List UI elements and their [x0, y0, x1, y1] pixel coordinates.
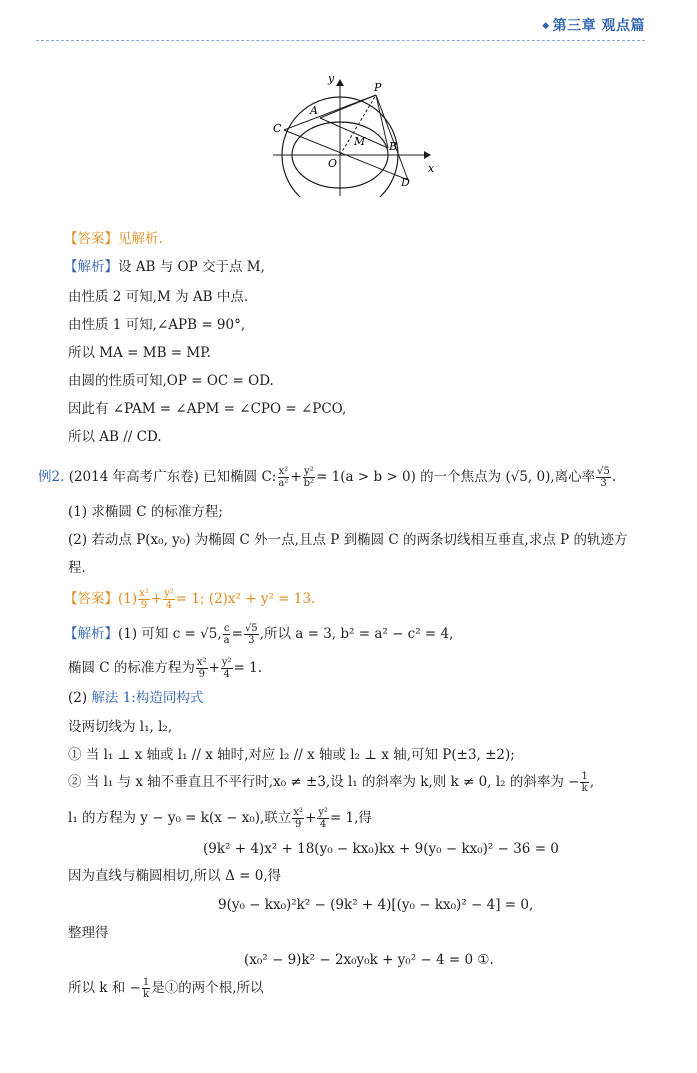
- frac-den: 3: [600, 478, 607, 489]
- a2-b: = 1.: [233, 660, 263, 676]
- ex2-stem-b: = 1(a > b > 0) 的一个焦点为 (√5, 0),离心率: [316, 469, 596, 485]
- ex1-analysis-line-3: 由性质 1 可知,∠APB = 90°,: [68, 317, 246, 333]
- frac-den: 3: [248, 635, 255, 646]
- ex1-answer: [64, 229, 163, 249]
- frac-num: √5: [244, 623, 258, 634]
- ex2-q1: (1) 求椭圆 C 的标准方程;: [68, 504, 223, 520]
- label-M: M: [354, 135, 366, 148]
- ex2-step-6: 整理得: [68, 925, 109, 941]
- ex2-step-4: l₁ 的方程为 y − y₀ = k(x − x₀),联立 $\frac{\text{x²}}{9}$ + $\frac{\text{y²}}{4}$ = 1,得: [68, 807, 372, 830]
- ex1-analysis-line-5: 由圆的性质可知,OP = OC = OD.: [68, 373, 274, 389]
- frac-den: 9: [140, 600, 148, 611]
- answer-a: (1): [118, 591, 138, 607]
- a1-a: (1) 可知 c = √5,: [118, 626, 222, 642]
- frac-den: 9: [294, 819, 302, 830]
- ex2-stem: 例2. (2014 年高考广东卷) 已知椭圆 C: $\frac{\text{x²}}{\text{a²}}$ + $\frac{\text{y²}}{\text{b²}}$ = 1(a > b > 0) 的一个焦点为 (√5, 0),离心率 $\frac{√5}{3}$ .: [38, 466, 617, 489]
- frac-den: a: [223, 635, 230, 646]
- frac-x2-9: [138, 588, 150, 611]
- frac-1-k: [580, 771, 588, 794]
- answer-text: 见解析.: [118, 231, 163, 247]
- example-label: 例2.: [38, 469, 65, 485]
- frac-den: b²: [303, 478, 315, 489]
- frac-num: x²: [196, 657, 207, 668]
- frac-x2-9b: [196, 657, 208, 680]
- label-y: y: [328, 72, 335, 85]
- frac-den: 9: [198, 669, 205, 680]
- ex2-eq-1: (9k² + 4)x² + 18(y₀ − kx₀)kx + 9(y₀ − kx₀)² − 36 = 0: [203, 841, 559, 857]
- label-O: O: [328, 157, 338, 170]
- chapter-title: 第三章 观点篇: [552, 18, 645, 34]
- frac-num: y²: [304, 466, 314, 477]
- frac-x2-9c: [292, 807, 304, 830]
- analysis-tag: 【解析】: [64, 626, 118, 642]
- frac-sqrt5-3: [596, 466, 611, 489]
- ex2-step-5: 因为直线与椭圆相切,所以 Δ = 0,得: [68, 868, 282, 884]
- frac-num: c: [223, 623, 230, 634]
- method-num: (2): [68, 690, 88, 706]
- frac-y2-4c: [317, 807, 329, 830]
- frac-num: y²: [164, 588, 174, 599]
- answer-tag: 【答案】: [64, 231, 118, 247]
- frac-num: y²: [221, 657, 232, 668]
- label-D: D: [401, 176, 410, 189]
- method-desc: 构造同构式: [135, 690, 204, 706]
- frac-num: 1: [581, 771, 588, 782]
- ex1-analysis-line-4: 所以 MA = MB = MP.: [68, 345, 211, 361]
- ex2-q2-cont: 程.: [68, 560, 86, 576]
- ex2-method: [68, 688, 203, 708]
- frac-den: k: [143, 989, 150, 1000]
- ex2-stem-a: (2014 年高考广东卷) 已知椭圆 C:: [68, 469, 277, 485]
- a1-b: ,所以 a = 3, b² = a² − c² = 4,: [259, 626, 454, 642]
- frac-y2-4b: [221, 657, 233, 680]
- ex2-step-7: [68, 974, 264, 1002]
- header-divider: [36, 40, 645, 41]
- s7-a: 所以 k 和 −: [68, 980, 141, 996]
- ex2-step-2: ① 当 l₁ ⊥ x 轴或 l₁ // x 轴时,对应 l₂ // x 轴或 l₂ ⊥ x 轴,可知 P(±3, ±2);: [68, 747, 515, 763]
- ex2-q2: (2) 若动点 P(x₀, y₀) 为椭圆 C 外一点,且点 P 到椭圆 C 的两条切线相互垂直,求点 P 的轨迹方: [68, 532, 628, 548]
- page-header: [542, 15, 645, 35]
- ex2-step-1: 设两切线为 l₁, l₂,: [68, 719, 173, 735]
- ex2-analysis-2: 椭圆 C 的标准方程为 $\frac{\text{x²}}{9}$ + $\frac{\text{y²}}{4}$ = 1.: [68, 657, 263, 680]
- frac-den: 4: [319, 819, 327, 830]
- s4-a: l₁ 的方程为 y − y₀ = k(x − x₀),联立: [68, 810, 292, 826]
- ex1-analysis-line-1: [64, 257, 265, 277]
- frac-1-k-b: [142, 977, 150, 1000]
- diamond-icon: ◆: [542, 21, 550, 31]
- ex1-line-text: 设 AB 与 OP 交于点 M,: [118, 259, 265, 275]
- s7-b: 是①的两个根,所以: [151, 980, 264, 996]
- frac-y2-4: [163, 588, 175, 611]
- answer-tag: 【答案】: [64, 591, 118, 607]
- method-name: 解法 1:: [91, 690, 136, 706]
- frac-y2-b2: [303, 466, 315, 489]
- frac-den: 4: [165, 600, 173, 611]
- frac-sqrt5-3b: [244, 623, 259, 646]
- ex2-eq-3: (x₀² − 9)k² − 2x₀y₀k + y₀² − 4 = 0 ①.: [244, 952, 494, 968]
- frac-den: a²: [278, 478, 289, 489]
- frac-num: y²: [318, 807, 328, 818]
- frac-x2-a2: [277, 466, 289, 489]
- frac-den: 4: [223, 669, 230, 680]
- frac-den: k: [581, 783, 588, 794]
- ex1-analysis-line-6: 因此有 ∠PAM = ∠APM = ∠CPO = ∠PCO,: [68, 401, 347, 417]
- label-B: B: [389, 140, 398, 153]
- label-x: x: [428, 162, 435, 175]
- ex1-analysis-line-7: 所以 AB // CD.: [68, 429, 162, 445]
- frac-c-a: [223, 623, 231, 646]
- ellipse-circle-diagram: [268, 72, 438, 197]
- answer-b: = 1; (2)x² + y² = 13.: [175, 591, 316, 607]
- ex2-eq-2: 9(y₀ − kx₀)²k² − (9k² + 4)[(y₀ − kx₀)² − 4] = 0,: [218, 897, 534, 913]
- a2-a: 椭圆 C 的标准方程为: [68, 660, 195, 676]
- ex2-answer: 【答案】(1) $\frac{\text{x²}}{9}$ + $\frac{\text{y²}}{4}$ = 1; (2)x² + y² = 13.: [64, 588, 316, 611]
- frac-num: x²: [139, 588, 149, 599]
- frac-num: x²: [293, 807, 303, 818]
- label-C: C: [273, 122, 282, 135]
- frac-num: x²: [278, 466, 289, 477]
- ex1-analysis-line-2: 由性质 2 可知,M 为 AB 中点.: [68, 289, 249, 305]
- frac-num: √5: [597, 466, 610, 477]
- analysis-tag: 【解析】: [64, 259, 118, 275]
- label-A: A: [310, 104, 318, 117]
- ex2-analysis-1: 【解析】(1) 可知 c = √5, $\frac{c}{a}$ = $\frac{√5}{3}$ ,所以 a = 3, b² = a² − c² = 4,: [64, 623, 454, 646]
- label-P: P: [374, 81, 382, 94]
- s4-b: = 1,得: [329, 810, 372, 826]
- s3-text: ② 当 l₁ 与 x 轴不垂直且不平行时,x₀ ≠ ±3,设 l₁ 的斜率为 k,则 k ≠ 0, l₂ 的斜率为 −: [68, 774, 580, 790]
- geometry-figure: [268, 72, 438, 201]
- ex2-step-3: ② 当 l₁ 与 x 轴不垂直且不平行时,x₀ ≠ ±3,设 l₁ 的斜率为 k,则 k ≠ 0, l₂ 的斜率为 − $\frac{1}{k}$ ,: [68, 771, 595, 794]
- frac-num: 1: [142, 977, 150, 988]
